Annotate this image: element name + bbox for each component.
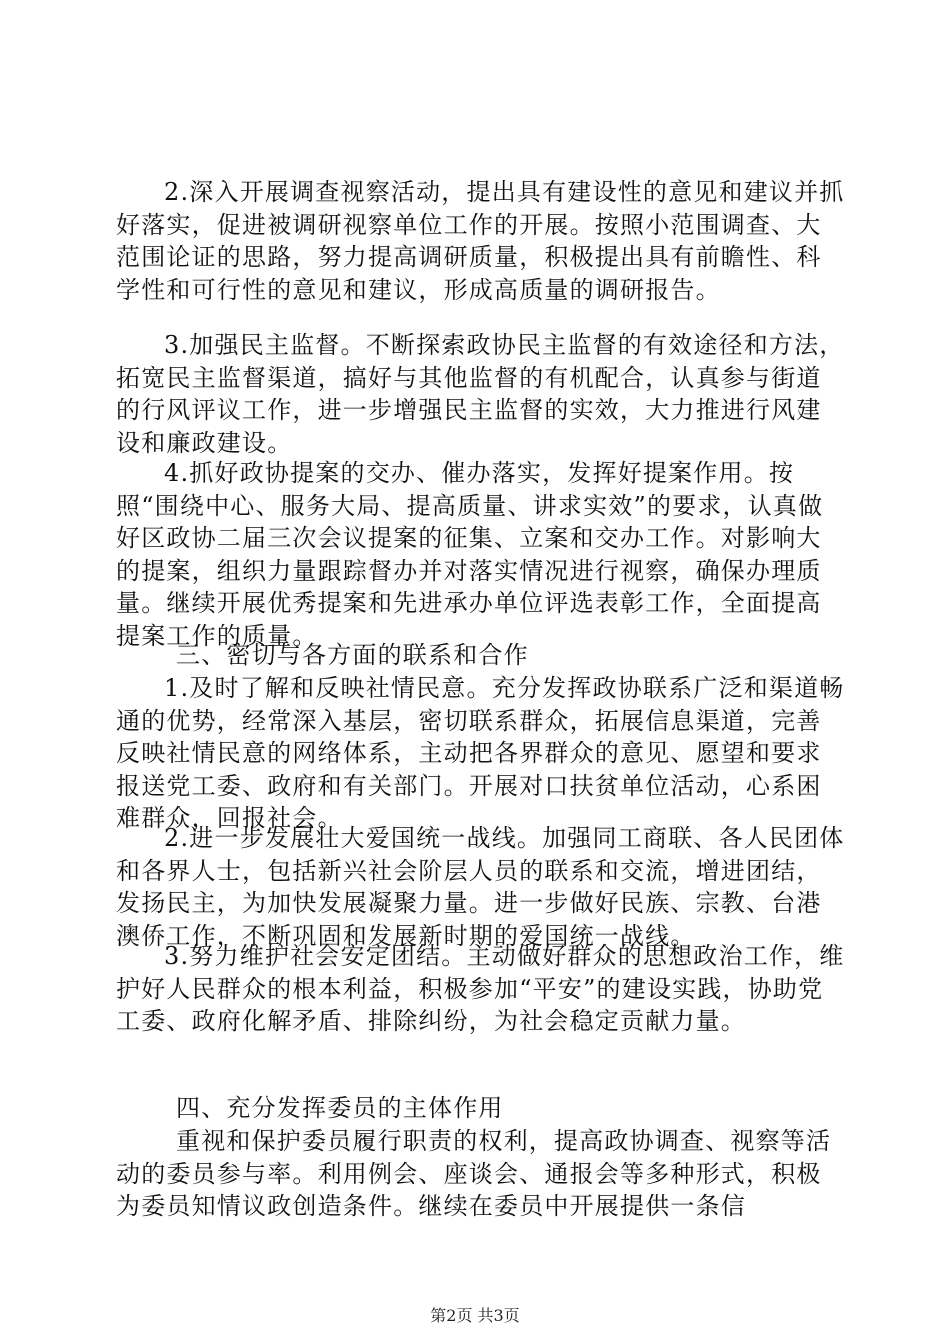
section-heading-4: 四、充分发挥委员的主体作用 — [176, 1094, 504, 1122]
paragraph-2-united-front: 2.进一步发展壮大爱国统一战线。加强同工商联、各人民团体和各界人士，包括新兴社会阶层人员的联系和交流，增进团结，发扬民主，为加快发展凝聚力量。进一步做好民族、宗教、台港澳侨工作，不断巩固和发展新时期的爱国统一战线。 — [116, 824, 845, 950]
section-heading-3: 三、密切与各方面的联系和合作 — [176, 641, 529, 669]
paragraph-1-public-opinion: 1.及时了解和反映社情民意。充分发挥政协联系广泛和渠道畅通的优势，经常深入基层，密切联系群众，拓展信息渠道，完善反映社情民意的网络体系，主动把各界群众的意见、愿望和要求报送党工委、政府和有关部门。开展对口扶贫单位活动，心系困难群众，回报社会。 — [116, 674, 845, 832]
paragraph-4-proposals: 4.抓好政协提案的交办、催办落实，发挥好提案作用。按照“围绕中心、服务大局、提高质量、讲求实效”的要求，认真做好区政协二届三次会议提案的征集、立案和交办工作。对影响大的提案，组织力量跟踪督办并对落实情况进行视察，确保办理质量。继续开展优秀提案和先进承办单位评选表彰工作，全面提高提案工作的质量。 — [116, 459, 824, 650]
paragraph-members: 重视和保护委员履行职责的权利，提高政协调查、视察等活动的委员参与率。利用例会、座谈会、通报会等多种形式，积极为委员知情议政创造条件。继续在委员中开展提供一条信 — [116, 1127, 832, 1220]
page-number-footer: 第2页 共3页 — [430, 1306, 520, 1325]
paragraph-3-stability: 3.努力维护社会安定团结。主动做好群众的思想政治工作，维护好人民群众的根本利益，积极参加“平安”的建设实践，协助党工委、政府化解矛盾、排除纠纷，为社会稳定贡献力量。 — [116, 942, 845, 1035]
paragraph-2-research: 2.深入开展调查视察活动，提出具有建设性的意见和建议并抓好落实，促进被调研视察单位工作的开展。按照小范围调查、大范围论证的思路，努力提高调研质量，积极提出具有前瞻性、科学性和可行性的意见和建议，形成高质量的调研报告。 — [116, 178, 845, 304]
paragraph-3-supervision: 3.加强民主监督。不断探索政协民主监督的有效途径和方法，拓宽民主监督渠道，搞好与其他监督的有机配合，认真参与街道的行风评议工作，进一步增强民主监督的实效，大力推进行风建设和廉政建设。 — [116, 331, 845, 457]
